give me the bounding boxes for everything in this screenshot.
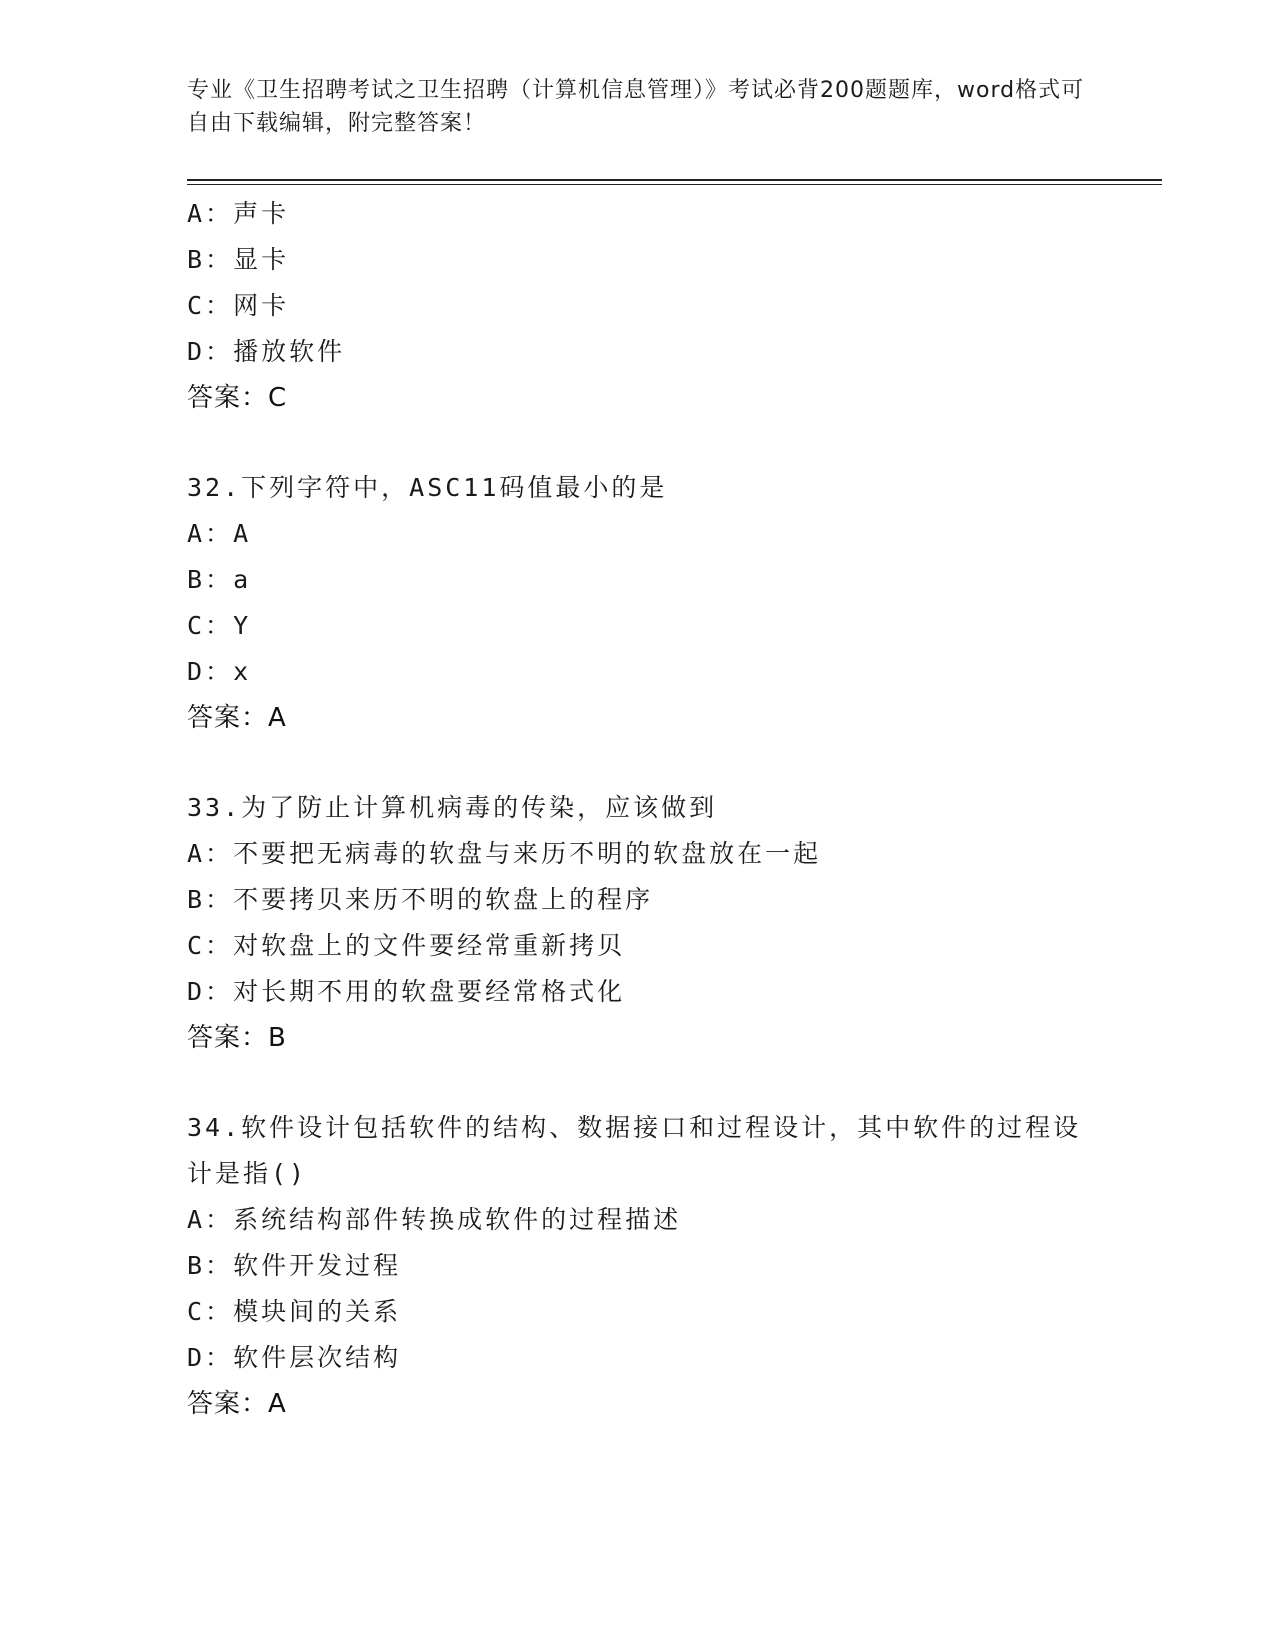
option-b: B：a	[187, 565, 252, 594]
option-d: D：软件层次结构	[187, 1343, 402, 1372]
answer-line: 答案：C	[187, 383, 288, 413]
option-a: A：A	[187, 519, 252, 548]
option-a: A：系统结构部件转换成软件的过程描述	[187, 1205, 682, 1234]
document-header: 专业《卫生招聘考试之卫生招聘（计算机信息管理）》考试必背200题题库，word格式可自由下载编辑，附完整答案！	[187, 78, 1085, 136]
option-d: D：对长期不用的软盘要经常格式化	[187, 977, 626, 1006]
question-31-block	[187, 191, 1162, 421]
option-c: C：模块间的关系	[187, 1297, 402, 1326]
spacer	[187, 421, 1162, 465]
option-c: C：Y	[187, 611, 252, 640]
answer-line: 答案：A	[187, 1389, 287, 1419]
option-c: C：对软盘上的文件要经常重新拷贝	[187, 931, 626, 960]
option-a: A：不要把无病毒的软盘与来历不明的软盘放在一起	[187, 839, 822, 868]
question-33-block	[187, 785, 1162, 1061]
question-text: 32.下列字符中，ASC11码值最小的是	[187, 473, 668, 502]
question-34-block	[187, 1105, 1162, 1427]
spacer	[187, 1061, 1162, 1105]
header-divider-thin	[187, 184, 1162, 185]
option-c: C：网卡	[187, 291, 290, 320]
question-text: 33.为了防止计算机病毒的传染，应该做到	[187, 793, 718, 822]
option-d: D：播放软件	[187, 337, 346, 366]
question-text: 34.软件设计包括软件的结构、数据接口和过程设计，其中软件的过程设计是指()	[187, 1113, 1082, 1188]
option-b: B：不要拷贝来历不明的软盘上的程序	[187, 885, 654, 914]
option-b: B：软件开发过程	[187, 1251, 402, 1280]
header-divider-thick	[187, 179, 1162, 181]
spacer	[187, 741, 1162, 785]
document-page	[187, 0, 1162, 1650]
question-list	[187, 191, 1162, 1427]
option-a: A：声卡	[187, 199, 290, 228]
question-32-block	[187, 465, 1162, 741]
option-b: B：显卡	[187, 245, 290, 274]
answer-line: 答案：B	[187, 1023, 287, 1053]
option-d: D：x	[187, 657, 252, 686]
answer-line: 答案：A	[187, 703, 287, 733]
